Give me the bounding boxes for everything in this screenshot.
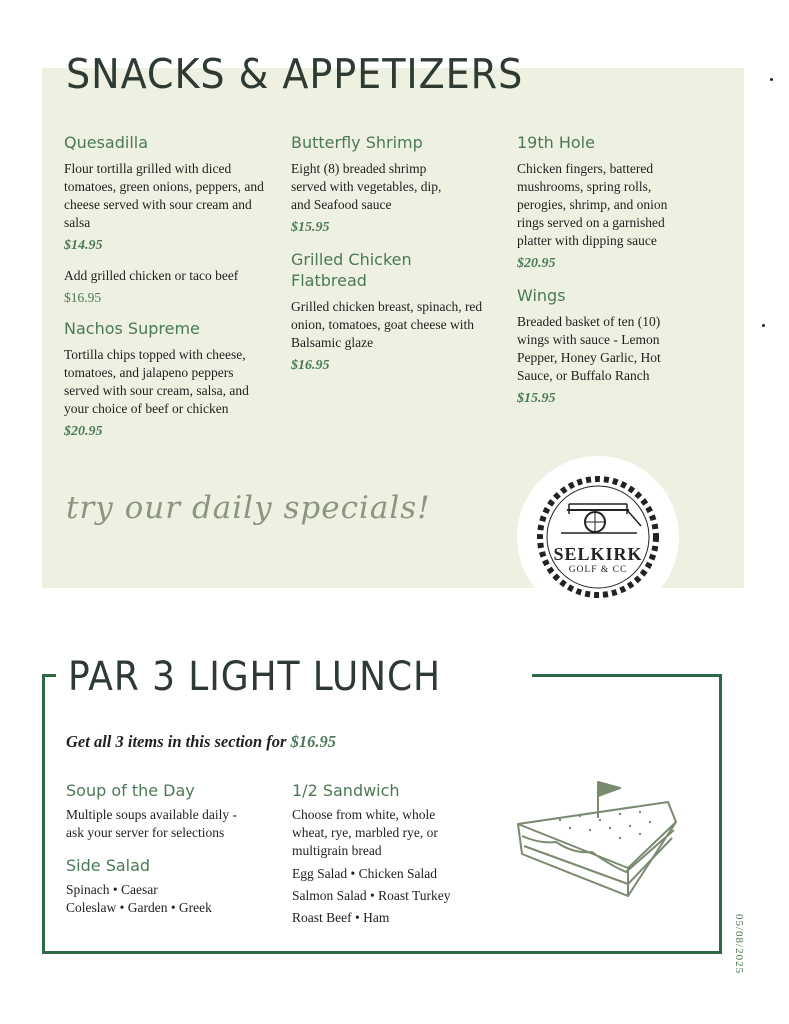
menu-item-wings	[517, 285, 693, 407]
lunch-column-2	[292, 781, 482, 929]
decor-dot	[762, 324, 765, 327]
frame-top-right	[532, 674, 722, 677]
sandwich-option-1: Egg Salad • Chicken Salad	[292, 866, 437, 881]
deal-price: $16.95	[290, 732, 336, 751]
menu-item-nachos	[64, 318, 270, 440]
item-name: Nachos Supreme	[64, 319, 200, 338]
item-price: $20.95	[517, 256, 556, 271]
item-description: Chicken fingers, battered mushrooms, spring rolls, perogies, shrimp, and onion rings served on a garnished platter with dipping sauce	[517, 161, 668, 248]
menu-date: 05/08/2025	[733, 914, 745, 975]
item-description: Flour tortilla grilled with diced tomatoes, green onions, peppers, and cheese served with sour cream and salsa	[64, 161, 264, 230]
sandwich-option-3: Roast Beef • Ham	[292, 910, 390, 925]
item-price: $15.95	[291, 220, 330, 235]
item-price: $16.95	[291, 358, 330, 373]
lunch-title: PAR 3 LIGHT LUNCH	[68, 654, 441, 700]
logo-name: SELKIRK	[553, 544, 643, 564]
menu-item-flatbread	[291, 249, 491, 374]
menu-item-19th-hole	[517, 132, 693, 272]
lunch-deal	[66, 732, 336, 752]
deal-text: Get all 3 items in this section for	[66, 732, 287, 751]
item-name: Grilled Chicken Flatbread	[291, 250, 412, 290]
sandwich-name: 1/2 Sandwich	[292, 781, 400, 800]
item-price: $15.95	[517, 391, 556, 406]
snacks-column-3	[517, 132, 693, 420]
lunch-column-1	[66, 781, 276, 917]
addon-text: Add grilled chicken or taco beef	[64, 268, 239, 283]
addon-price: $16.95	[64, 290, 102, 305]
item-name: Quesadilla	[64, 133, 149, 152]
item-description: Grilled chicken breast, spinach, red onion, tomatoes, goat cheese with Balsamic glaze	[291, 299, 483, 350]
sandwich-description: Choose from white, whole wheat, rye, marbled rye, or multigrain bread	[292, 807, 438, 858]
item-description: Eight (8) breaded shrimp served with vegetables, dip, and Seafood sauce	[291, 161, 442, 212]
logo-emblem-icon	[517, 456, 679, 618]
salad-name: Side Salad	[66, 856, 151, 875]
frame-top-left	[42, 674, 56, 677]
snacks-column-2	[291, 132, 491, 387]
logo-subtitle: GOLF & CC	[568, 565, 628, 575]
sandwich-option-2: Salmon Salad • Roast Turkey	[292, 888, 451, 903]
menu-item-quesadilla	[64, 132, 270, 254]
soup-name: Soup of the Day	[66, 781, 195, 800]
selkirk-logo	[517, 456, 679, 618]
snacks-title: SNACKS & APPETIZERS	[66, 50, 524, 98]
item-name: Wings	[517, 286, 566, 305]
sandwich-icon	[500, 772, 690, 912]
salad-line-1: Spinach • Caesar	[66, 882, 158, 897]
salad-line-2: Coleslaw • Garden • Greek	[66, 900, 212, 915]
item-price: $14.95	[64, 238, 103, 253]
snacks-column-1	[64, 132, 270, 453]
item-price: $20.95	[64, 424, 103, 439]
item-name: Butterfly Shrimp	[291, 133, 423, 152]
daily-specials-text: try our daily specials!	[66, 490, 431, 526]
item-description: Tortilla chips topped with cheese, tomatoes, and jalapeno peppers served with sour cream, salsa, and your choice of beef or chicken	[64, 347, 249, 416]
item-name: 19th Hole	[517, 133, 595, 152]
decor-dot	[770, 78, 773, 81]
item-description: Breaded basket of ten (10) wings with sauce - Lemon Pepper, Honey Garlic, Hot Sauce, or Buffalo Ranch	[517, 314, 661, 383]
soup-description: Multiple soups available daily - ask your server for selections	[66, 807, 237, 840]
menu-addon	[64, 267, 270, 306]
menu-item-butterfly-shrimp	[291, 132, 491, 236]
